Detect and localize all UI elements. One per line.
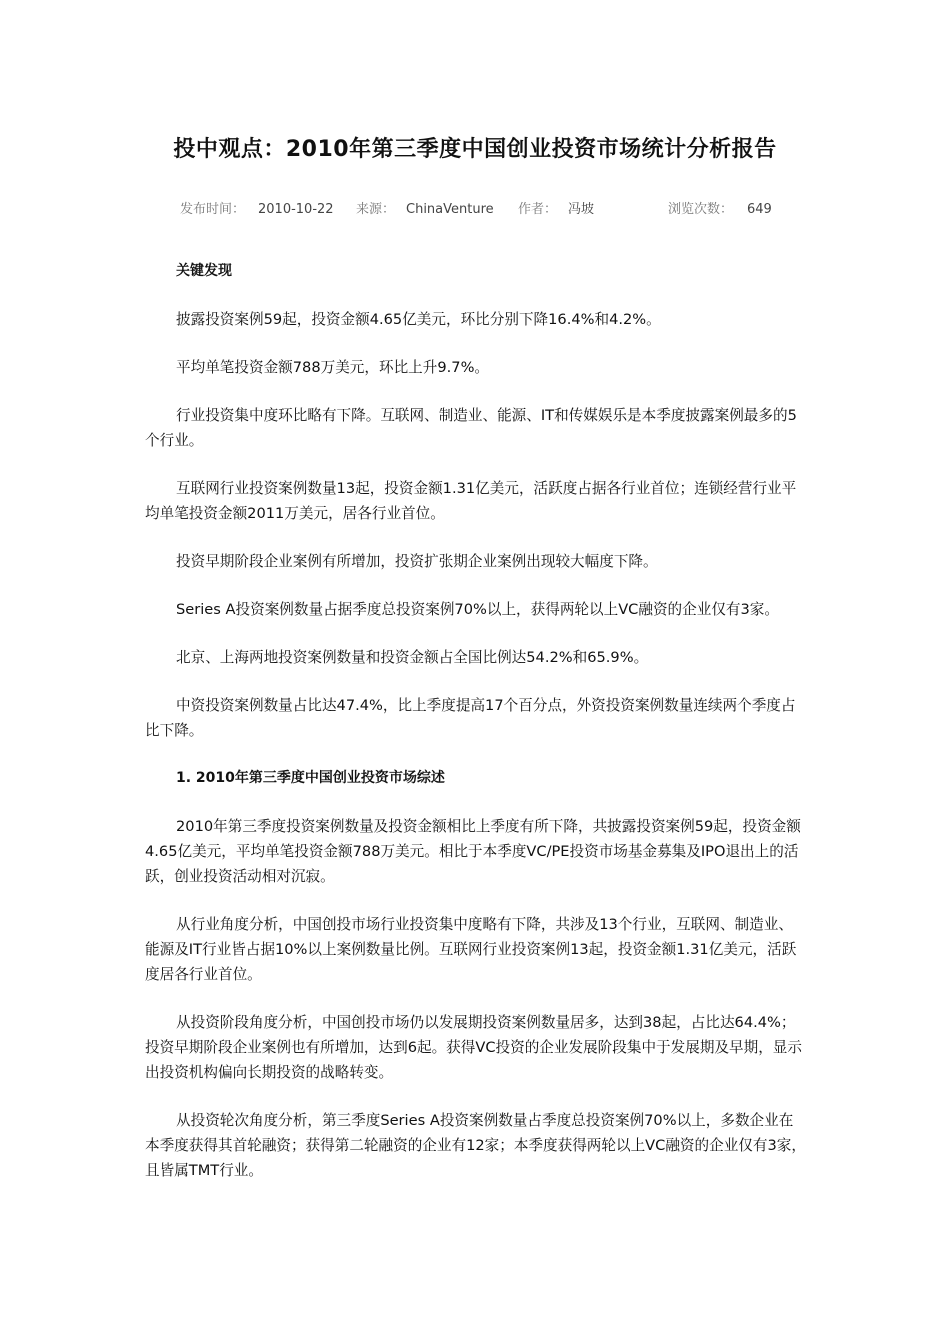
key-finding-paragraph: 北京、上海两地投资案例数量和投资金额占全国比例达54.2%和65.9%。 xyxy=(176,649,649,666)
source-label: 来源： xyxy=(356,202,396,217)
views-label: 浏览次数： xyxy=(668,202,734,217)
overview-paragraph: 从投资轮次角度分析，第三季度Series A投资案例数量占季度总投资案例70%以上，多数企业在本季度获得其首轮融资；获得第二轮融资的企业有12家；本季度获得两轮以上VC融资的企业仅有3家，且皆属TMT行业。 xyxy=(145,1112,806,1179)
key-finding-paragraph: 平均单笔投资金额788万美元，环比上升9.7%。 xyxy=(176,359,490,376)
publish-time-label: 发布时间： xyxy=(180,202,246,217)
source-value: ChinaVenture xyxy=(406,202,494,217)
author-value: 冯坡 xyxy=(568,202,595,217)
key-finding-paragraph: 行业投资集中度环比略有下降。互联网、制造业、能源、IT和传媒娱乐是本季度披露案例最多的5个行业。 xyxy=(145,407,797,449)
section-heading-overview: 1. 2010年第三季度中国创业投资市场综述 xyxy=(176,770,445,786)
key-finding-paragraph: 投资早期阶段企业案例有所增加，投资扩张期企业案例出现较大幅度下降。 xyxy=(176,553,658,570)
article-title: 投中观点：2010年第三季度中国创业投资市场统计分析报告 xyxy=(173,137,777,162)
overview-paragraph: 从行业角度分析，中国创投市场行业投资集中度略有下降，共涉及13个行业，互联网、制造业、能源及IT行业皆占据10%以上案例数量比例。互联网行业投资案例13起，投资金额1.31亿美元，活跃度居各行业首位。 xyxy=(145,916,797,983)
key-finding-paragraph: 披露投资案例59起，投资金额4.65亿美元，环比分别下降16.4%和4.2%。 xyxy=(176,311,661,328)
views-count: 649 xyxy=(747,202,772,217)
key-finding-paragraph: Series A投资案例数量占据季度总投资案例70%以上，获得两轮以上VC融资的企业仅有3家。 xyxy=(176,601,779,618)
author-label: 作者： xyxy=(518,202,558,217)
article-body xyxy=(145,259,807,1206)
key-finding-paragraph: 中资投资案例数量占比达47.4%，比上季度提高17个百分点，外资投资案例数量连续两个季度占比下降。 xyxy=(145,697,796,739)
publish-date: 2010-10-22 xyxy=(258,202,334,217)
key-finding-paragraph: 互联网行业投资案例数量13起，投资金额1.31亿美元，活跃度占据各行业首位；连锁经营行业平均单笔投资金额2011万美元，居各行业首位。 xyxy=(145,480,797,522)
overview-paragraph: 2010年第三季度投资案例数量及投资金额相比上季度有所下降，共披露投资案例59起，投资金额4.65亿美元，平均单笔投资金额788万美元。相比于本季度VC/PE投资市场基金募集及IPO退出上的活跃，创业投资活动相对沉寂。 xyxy=(145,818,801,885)
overview-paragraph: 从投资阶段角度分析，中国创投市场仍以发展期投资案例数量居多，达到38起，占比达64.4%；投资早期阶段企业案例也有所增加，达到6起。获得VC投资的企业发展阶段集中于发展期及早期，显示出投资机构偏向长期投资的战略转变。 xyxy=(145,1014,802,1081)
section-heading-key-findings: 关键发现 xyxy=(176,263,232,279)
